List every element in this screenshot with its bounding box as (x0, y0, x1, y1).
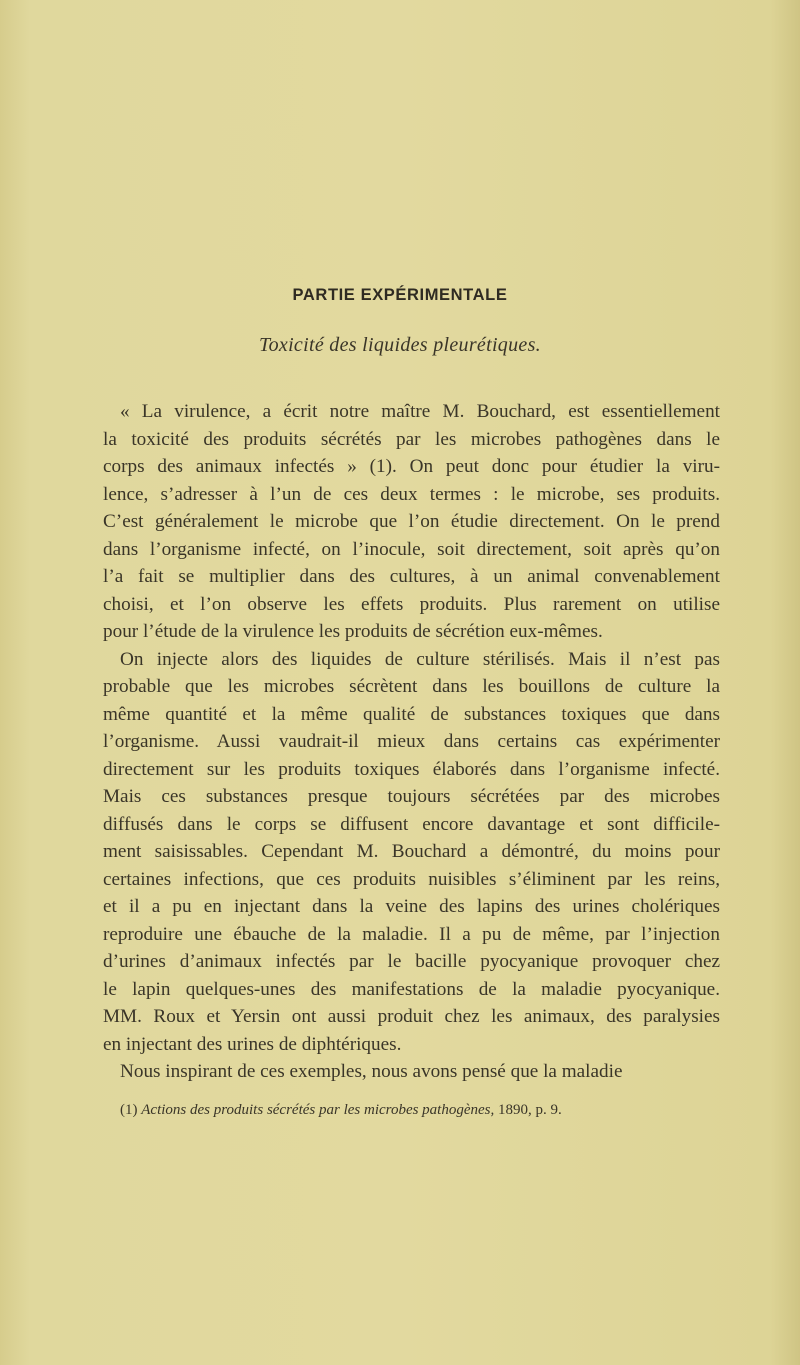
text-line: d’urines d’animaux infectés par le bacille pyocyanique provoquer chez (103, 951, 720, 972)
text-line: Mais ces substances presque toujours sécrétées par des microbes (103, 786, 720, 807)
footnote (120, 1100, 562, 1120)
text-line: diffusés dans le corps se diffusent encore davantage et sont difficile- (103, 813, 720, 835)
text-line: ment saisissables. Cependant M. Bouchard a démontré, du moins pour (103, 841, 720, 862)
text-line: lence, s’adresser à l’un de ces deux termes : le microbe, ses produits. (103, 483, 720, 505)
body-text (103, 398, 720, 1086)
text-line: Nous inspirant de ces exemples, nous avons pensé que la maladie (120, 1061, 623, 1082)
text-line: la toxicité des produits sécrétés par les microbes pathogènes dans le (103, 428, 720, 450)
text-line: directement sur les produits toxiques élaborés dans l’organisme infecté. (103, 758, 720, 780)
text-line: certaines infections, que ces produits nuisibles s’éliminent par les reins, (103, 868, 720, 890)
text-line: « La virulence, a écrit notre maître M. Bouchard, est essentiellement (120, 401, 720, 422)
text-line: corps des animaux infectés » (1). On peut donc pour étudier la viru- (103, 456, 720, 477)
text-line: reproduire une ébauche de la maladie. Il a pu de même, par l’injection (103, 923, 720, 945)
text-line: l’organisme. Aussi vaudrait-il mieux dans certains cas expérimenter (103, 731, 720, 752)
text-line: choisi, et l’on observe les effets produits. Plus rarement on utilise (103, 593, 720, 615)
text-line: même quantité et la même qualité de substances toxiques que dans (103, 703, 720, 725)
section-title: PARTIE EXPÉRIMENTALE (292, 286, 508, 304)
text-line: probable que les microbes sécrètent dans les bouillons de culture la (103, 676, 720, 697)
footnote-title: Actions des produits sécrétés par les microbes pathogènes, (141, 1102, 495, 1118)
text-line: et il a pu en injectant dans la veine des lapins des urines cholériques (103, 896, 720, 917)
text-line: dans l’organisme infecté, on l’inocule, soit directement, soit après qu’on (103, 538, 720, 560)
text-line: MM. Roux et Yersin ont aussi produit chez les animaux, des paralysies (103, 1006, 720, 1027)
text-line: On injecte alors des liquides de culture stérilisés. Mais il n’est pas (120, 648, 720, 670)
text-line: le lapin quelques-unes des manifestations de la maladie pyocyanique. (103, 978, 720, 1000)
text-line: en injectant des urines de diphtériques. (103, 1033, 402, 1055)
text-line: pour l’étude de la virulence les produits de sécrétion eux-mêmes. (103, 621, 603, 642)
footnote-marker: (1) (120, 1102, 138, 1118)
text-line: l’a fait se multiplier dans des cultures, à un animal convenablement (103, 566, 720, 587)
text-line: C’est généralement le microbe que l’on étudie directement. On le prend (103, 511, 720, 532)
subtitle: Toxicité des liquides pleurétiques. (259, 334, 541, 356)
footnote-reference: 1890, p. 9. (498, 1102, 562, 1118)
